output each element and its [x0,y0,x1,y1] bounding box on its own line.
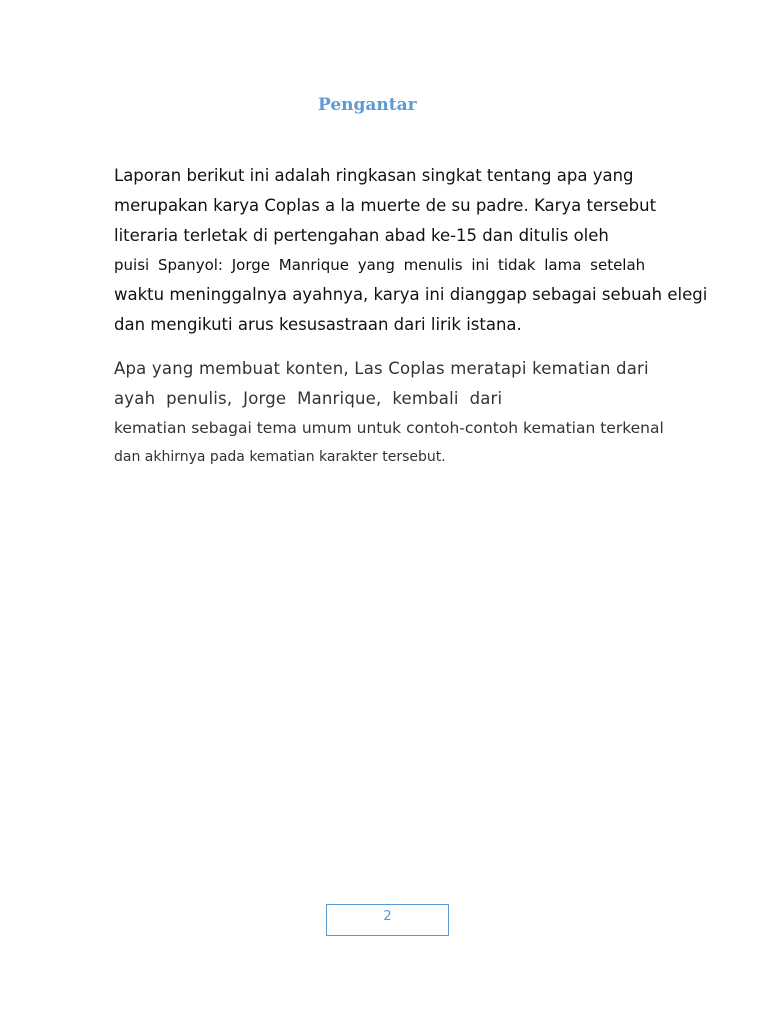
paragraph-2-line: kematian sebagai tema umum untuk contoh-contoh kematian terkenal [114,419,664,437]
paragraph-1-line: puisi Spanyol: Jorge Manrique yang menulis ini tidak lama setelah [114,256,646,274]
paragraph-1-line: Laporan berikut ini adalah ringkasan singkat tentang apa yang [114,166,634,185]
page-number: 2 [383,909,392,924]
paragraph-2-line: ayah penulis, Jorge Manrique, kembali dari [114,389,503,408]
page-title: Pengantar [318,95,417,115]
page-number-box [326,904,449,936]
paragraph-2-line: Apa yang membuat konten, Las Coplas meratapi kematian dari [114,359,649,378]
paragraph-1-line: merupakan karya Coplas a la muerte de su padre. Karya tersebut [114,196,657,215]
paragraph-1-line: waktu meninggalnya ayahnya, karya ini dianggap sebagai sebuah elegi [114,285,708,304]
paragraph-2-line: dan akhirnya pada kematian karakter tersebut. [114,449,446,465]
paragraph-1-line: dan mengikuti arus kesusastraan dari lirik istana. [114,315,522,334]
paragraph-1-line: literaria terletak di pertengahan abad ke-15 dan ditulis oleh [114,226,609,245]
